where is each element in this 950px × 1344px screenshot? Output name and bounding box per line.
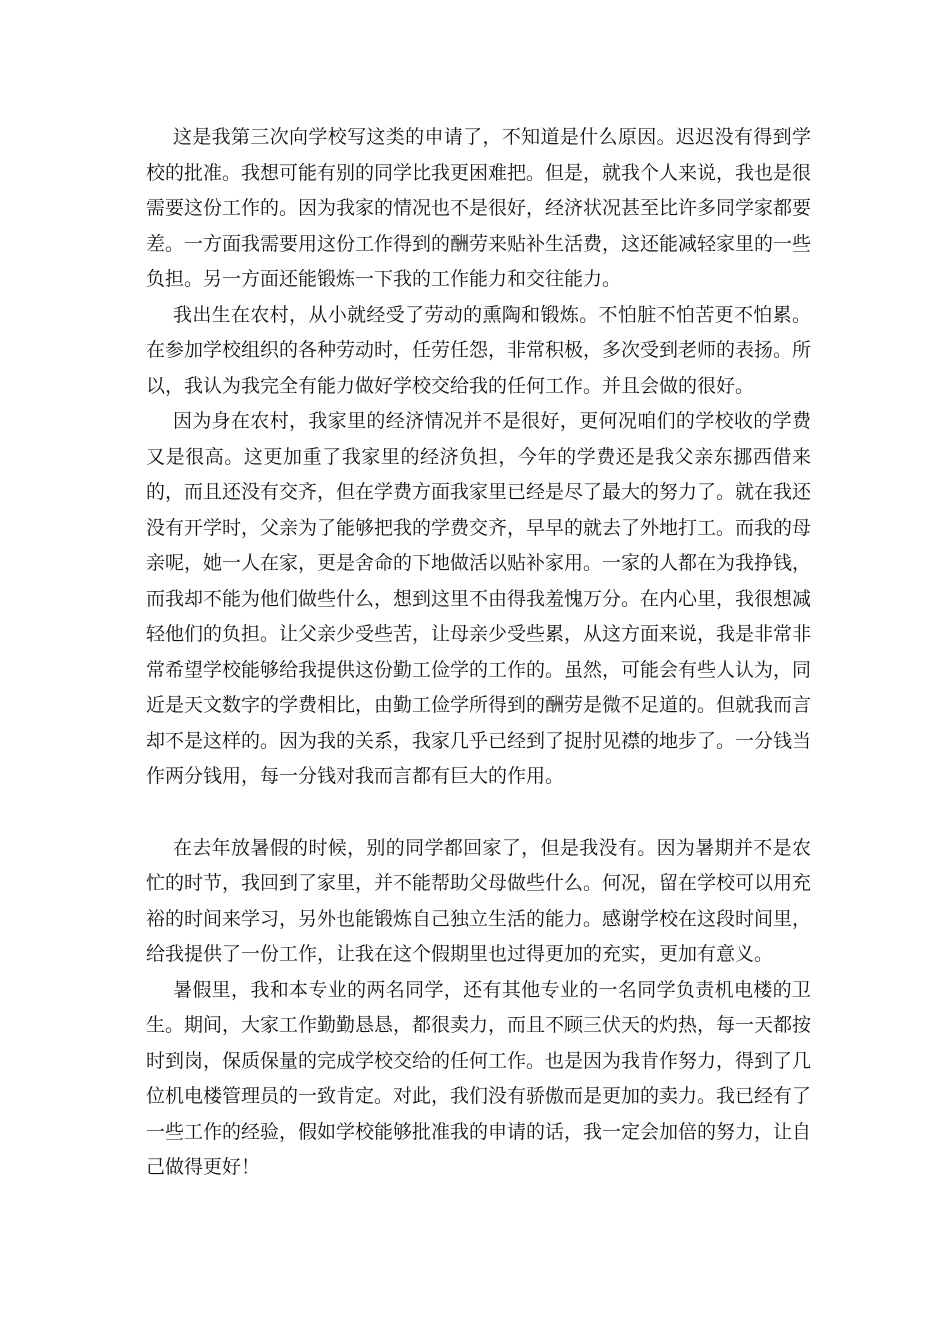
paragraph-4: 在去年放暑假的时候，别的同学都回家了，但是我没有。因为暑期并不是农忙的时节，我回到了家里，并不能帮助父母做些什么。何况，留在学校可以用充裕的时间来学习，另外也能锻炼自己独立生活的能力。感谢学校在这段时间里，给我提供了一份工作，让我在这个假期里也过得更加的充实，更加有意义。 [146, 836, 812, 965]
paragraph-2: 我出生在农村，从小就经受了劳动的熏陶和锻炼。不怕脏不怕苦更不怕累。在参加学校组织的各种劳动时，任劳任怨，非常积极，多次受到老师的表扬。所以，我认为我完全有能力做好学校交给我的任何工作。并且会做的很好。 [146, 303, 812, 397]
document-body [146, 120, 811, 1186]
paragraph-5: 暑假里，我和本专业的两名同学，还有其他专业的一名同学负责机电楼的卫生。期间，大家工作勤勤恳恳，都很卖力，而且不顾三伏天的灼热，每一天都按时到岗，保质保量的完成学校交给的任何工作。也是因为我肯作努力，得到了几位机电楼管理员的一致肯定。对此，我们没有骄傲而是更加的卖力。我已经有了一些工作的经验，假如学校能够批准我的申请的话，我一定会加倍的努力，让自己做得更好！ [146, 978, 812, 1178]
paragraph-1: 这是我第三次向学校写这类的申请了，不知道是什么原因。迟迟没有得到学校的批准。我想可能有别的同学比我更困难把。但是，就我个人来说，我也是很需要这份工作的。因为我家的情况也不是很好，经济状况甚至比许多同学家都要差。一方面我需要用这份工作得到的酬劳来贴补生活费，这还能减轻家里的一些负担。另一方面还能锻炼一下我的工作能力和交往能力。 [146, 126, 812, 290]
paragraph-3: 因为身在农村，我家里的经济情况并不是很好，更何况咱们的学校收的学费又是很高。这更加重了我家里的经济负担，今年的学费还是我父亲东挪西借来的，而且还没有交齐，但在学费方面我家里已经是尽了最大的努力了。就在我还没有开学时，父亲为了能够把我的学费交齐，早早的就去了外地打工。而我的母亲呢，她一人在家，更是舍命的下地做活以贴补家用。一家的人都在为我挣钱，而我却不能为他们做些什么，想到这里不由得我羞愧万分。在内心里，我很想减轻他们的负担。让父亲少受些苦，让母亲少受些累，从这方面来说，我是非常非常希望学校能够给我提供这份勤工俭学的工作的。虽然，可能会有些人认为，同近是天文数字的学费相比，由勤工俭学所得到的酬劳是微不足道的。但就我而言却不是这样的。因为我的关系，我家几乎已经到了捉肘见襟的地步了。一分钱当作两分钱用，每一分钱对我而言都有巨大的作用。 [146, 410, 812, 787]
